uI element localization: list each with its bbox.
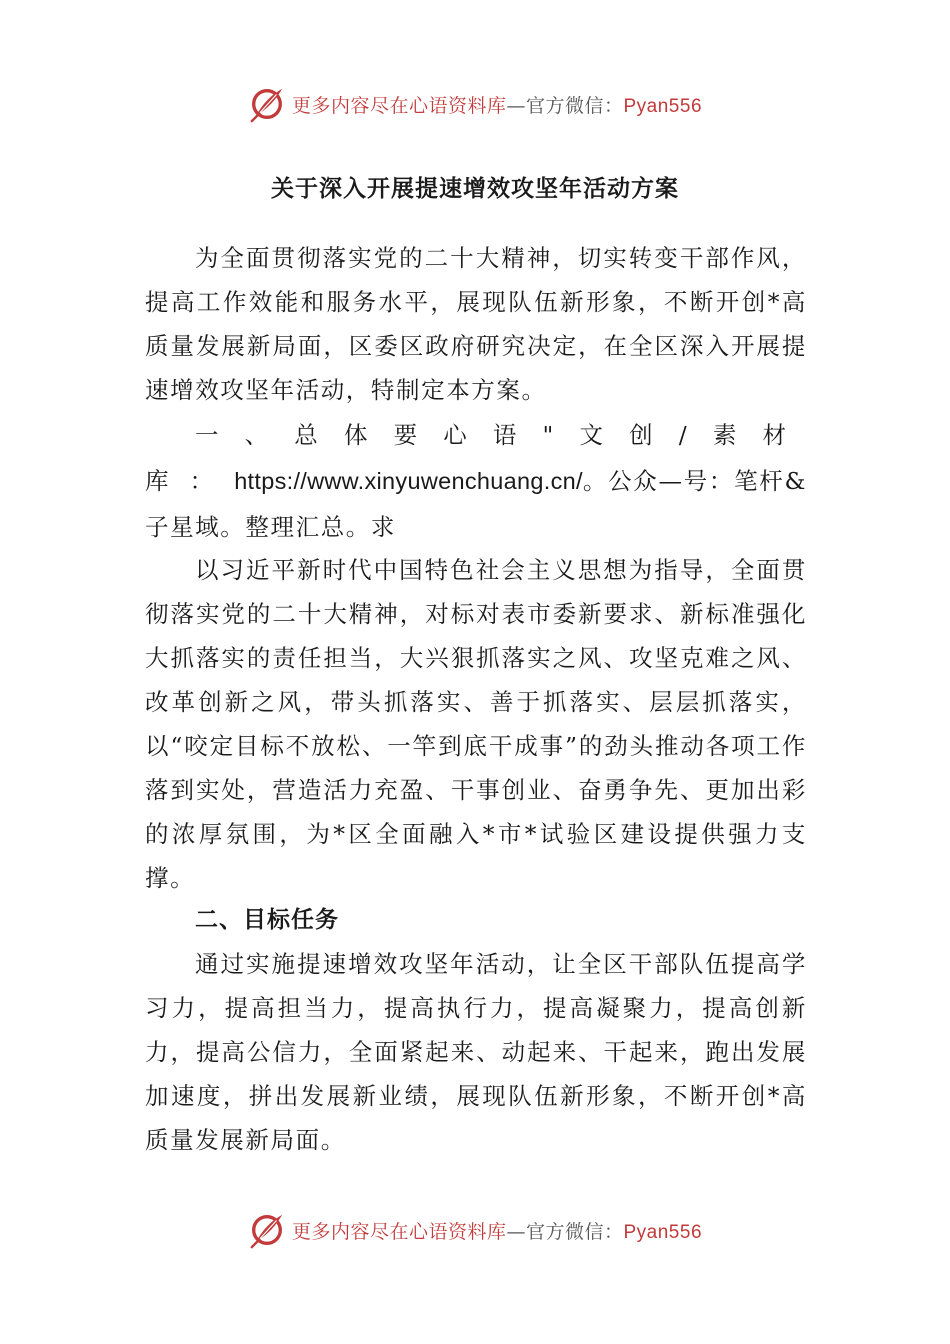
footer-banner <box>0 1210 950 1250</box>
banner-wechat-label: 官方微信： <box>525 94 624 117</box>
banner-text <box>292 91 702 118</box>
section-1-url: https://www.xinyuwenchuang.cn/ <box>234 468 583 494</box>
feather-pen-circle-icon <box>248 85 286 123</box>
banner-brand: 更多内容尽在心语资料库 <box>291 1220 507 1243</box>
banner-dash: — <box>506 1220 526 1243</box>
header-banner <box>0 84 950 124</box>
section-1-heading <box>145 412 807 550</box>
goal-paragraph: 通过实施提速增效攻坚年活动，让全区干部队伍提高学习力，提高担当力，提高执行力，提高凝聚力，提高创新力，提高公信力，全面紧起来、动起来、干起来，跑出发展加速度，拼出发展新业绩，展现队伍新形象，不断开创*高质量发展新局面。 <box>145 950 807 1154</box>
banner-wechat-id: Pyan556 <box>623 95 703 117</box>
intro-paragraph: 为全面贯彻落实党的二十大精神，切实转变干部作风，提高工作效能和服务水平，展现队伍新形象，不断开创*高质量发展新局面，区委区政府研究决定，在全区深入开展提速增效攻坚年活动，特制定本方案。 <box>145 244 807 404</box>
feather-pen-circle-icon <box>248 1211 286 1249</box>
guideline-paragraph: 以习近平新时代中国特色社会主义思想为指导，全面贯彻落实党的二十大精神，对标对表市委新要求、新标准强化大抓落实的责任担当，大兴狠抓落实之风、攻坚克难之风、改革创新之风，带头抓落实、善于抓落实、层层抓落实，以“咬定目标不放松、一竿到底干成事”的劲头推动各项工作落到实处，营造活力充盈、干事创业、奋勇争先、更加出彩的浓厚氛围，为*区全面融入*市*试验区建设提供强力支撑。 <box>145 556 807 892</box>
document-title: 关于深入开展提速增效攻坚年活动方案 <box>271 176 679 202</box>
banner-wechat-id: Pyan556 <box>623 1221 703 1243</box>
banner-text <box>292 1217 702 1244</box>
section-1-heading-text: 一、总体要心语"文创/素材库： <box>145 421 807 495</box>
section-2-heading: 二、目标任务 <box>195 907 339 933</box>
section-1-rest: 。公众—号：笔杆&子星域。整理汇总。求 <box>145 467 807 541</box>
banner-brand: 更多内容尽在心语资料库 <box>291 94 507 117</box>
banner-wechat-label: 官方微信： <box>525 1220 624 1243</box>
banner-dash: — <box>506 94 526 117</box>
